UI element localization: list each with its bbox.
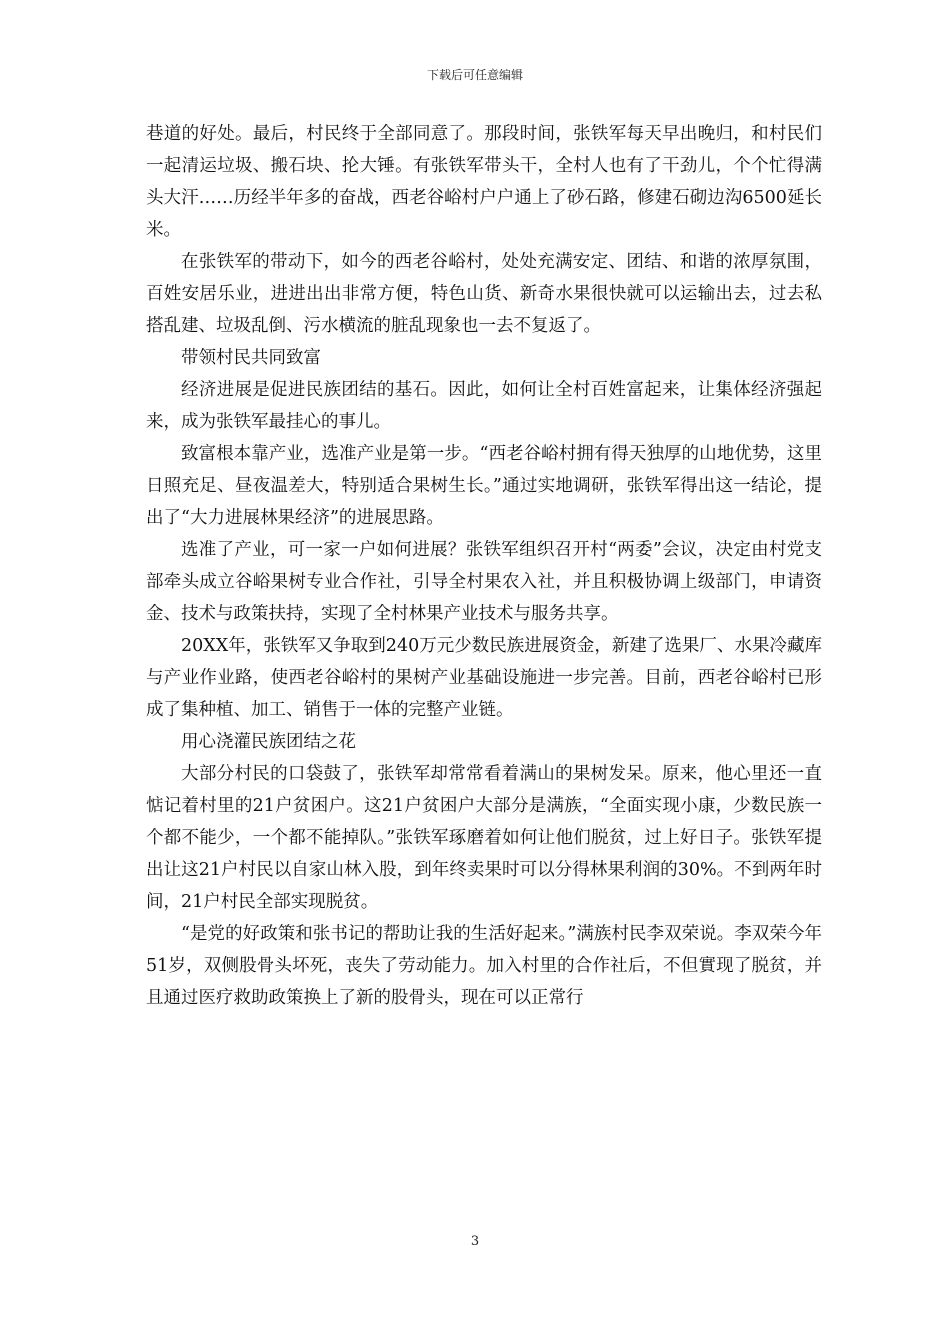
paragraph-8: “是党的好政策和张书记的帮助让我的生活好起来。”满族村民李双荣说。李双荣今年51岁，双侧股骨头坏死，丧失了劳动能力。加入村里的合作社后，不但實现了脱贫，并且通过医疗救助政策换上了新的股骨头，现在可以正常行	[146, 924, 822, 1008]
section-heading-1: 带领村民共同致富	[181, 348, 321, 368]
page-number: 3	[470, 1234, 480, 1249]
document-body	[146, 118, 822, 1014]
paragraph-4: 致富根本靠产业，选准产业是第一步。“西老谷峪村拥有得天独厚的山地优势，这里日照充足、昼夜温差大，特别适合果树生长。”通过实地调研，张铁军得出这一结论，提出了“大力进展林果经济”的进展思路。	[146, 444, 822, 528]
paragraph-7: 大部分村民的口袋鼓了，张铁军却常常看着满山的果树发呆。原来，他心里还一直惦记着村里的21户贫困户。这21户贫困户大部分是满族，“全面实现小康，少数民族一个都不能少，一个都不能掉队。”张铁军琢磨着如何让他们脱贫，过上好日子。张铁军提出让这21户村民以自家山林入股，到年终卖果时可以分得林果利润的30%。不到两年时间，21户村民全部实现脱贫。	[146, 764, 822, 912]
section-heading-2: 用心浇灌民族团结之花	[181, 732, 356, 752]
paragraph-5: 选准了产业，可一家一户如何进展？张铁军组织召开村“两委”会议，决定由村党支部牵头成立谷峪果树专业合作社，引导全村果农入社，并且积极协调上级部门，申请资金、技术与政策扶持，实现了全村林果产业技术与服务共享。	[146, 540, 822, 624]
paragraph-2: 在张铁军的带动下，如今的西老谷峪村，处处充满安定、团结、和谐的浓厚氛围，百姓安居乐业，进进出出非常方便，特色山货、新奇水果很快就可以运输出去，过去私搭乱建、垃圾乱倒、污水横流的脏乱现象也一去不复返了。	[146, 252, 822, 336]
paragraph-1: 巷道的好处。最后，村民终于全部同意了。那段时间，张铁军每天早出晚归，和村民们一起清运垃圾、搬石块、抡大锤。有张铁军带头干，全村人也有了干劲儿，个个忙得满头大汗……历经半年多的奋战，西老谷峪村户户通上了砂石路，修建石砌边沟6500延长米。	[146, 124, 822, 240]
paragraph-3: 经济进展是促进民族团结的基石。因此，如何让全村百姓富起来，让集体经济强起来，成为张铁军最挂心的事儿。	[146, 380, 822, 432]
paragraph-6: 20XX年，张铁军又争取到240万元少数民族进展资金，新建了选果厂、水果冷藏库与产业作业路，使西老谷峪村的果树产业基础设施进一步完善。目前，西老谷峪村已形成了集种植、加工、销售于一体的完整产业链。	[146, 636, 822, 720]
page-header: 下载后可任意编辑	[426, 68, 523, 82]
